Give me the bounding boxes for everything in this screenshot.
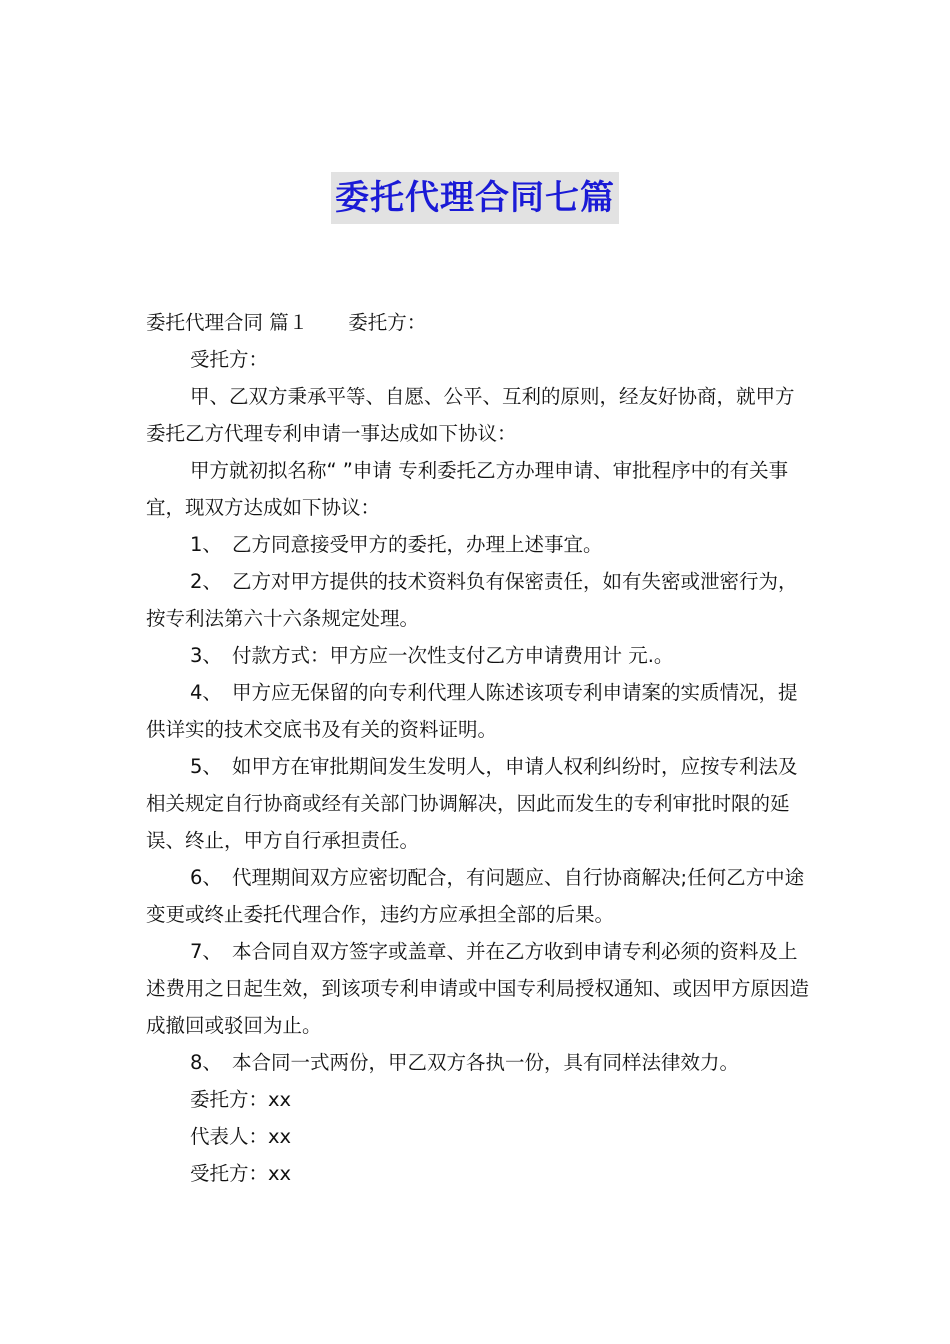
- clause-6: [146, 859, 810, 933]
- clause-text: 乙方同意接受甲方的委托，办理上述事宜。: [232, 533, 603, 556]
- clause-text: 付款方式：甲方应一次性支付乙方申请费用计 元.。: [232, 644, 674, 667]
- section-heading-label: 委托代理合同 篇１: [146, 311, 309, 334]
- clause-7: [146, 933, 810, 1044]
- section-heading-party: 委托方：: [348, 311, 427, 334]
- signature-representative: 代表人：xx: [190, 1125, 292, 1148]
- clause-number: 7、: [190, 940, 222, 963]
- signature-principal: 委托方：xx: [190, 1088, 292, 1111]
- clause-number: 8、: [190, 1051, 222, 1074]
- paragraph-agent: 受托方：: [190, 348, 269, 371]
- clause-number: 3、: [190, 644, 222, 667]
- clause-2: [146, 563, 810, 637]
- document-title: 委托代理合同七篇: [331, 172, 619, 224]
- clause-1: [146, 526, 810, 563]
- clause-text: 甲方应无保留的向专利代理人陈述该项专利申请案的实质情况，提供详实的技术交底书及有关的资料证明。: [146, 681, 798, 741]
- clause-5: [146, 748, 810, 859]
- clause-number: 6、: [190, 866, 222, 889]
- clause-4: [146, 674, 810, 748]
- clause-text: 代理期间双方应密切配合，有问题应、自行协商解决;任何乙方中途变更或终止委托代理合作，违约方应承担全部的后果。: [146, 866, 805, 926]
- clause-text: 本合同一式两份，甲乙双方各执一份，具有同样法律效力。: [232, 1051, 740, 1074]
- document-body: [146, 304, 810, 1192]
- clause-8: [146, 1044, 810, 1081]
- clause-number: 4、: [190, 681, 222, 704]
- section-heading: [146, 304, 810, 341]
- paragraph-intro: 甲、乙双方秉承平等、自愿、公平、互利的原则，经友好协商，就甲方委托乙方代理专利申请一事达成如下协议：: [146, 385, 795, 445]
- paragraph-matter: 甲方就初拟名称“ ”申请 专利委托乙方办理申请、审批程序中的有关事宜，现双方达成如下协议：: [146, 459, 789, 519]
- clause-number: 5、: [190, 755, 222, 778]
- signature-agent: 受托方：xx: [190, 1162, 292, 1185]
- clause-text: 乙方对甲方提供的技术资料负有保密责任，如有失密或泄密行为，按专利法第六十六条规定处理。: [146, 570, 798, 630]
- clause-text: 如甲方在审批期间发生发明人，申请人权利纠纷时，应按专利法及相关规定自行协商或经有关部门协调解决，因此而发生的专利审批时限的延误、终止，甲方自行承担责任。: [146, 755, 798, 852]
- clause-text: 本合同自双方签字或盖章、并在乙方收到申请专利必须的资料及上述费用之日起生效，到该项专利申请或中国专利局授权通知、或因甲方原因造成撤回或驳回为止。: [146, 940, 810, 1037]
- clause-number: 1、: [190, 533, 222, 556]
- clause-3: [146, 637, 810, 674]
- title-container: [0, 172, 950, 224]
- clause-number: 2、: [190, 570, 222, 593]
